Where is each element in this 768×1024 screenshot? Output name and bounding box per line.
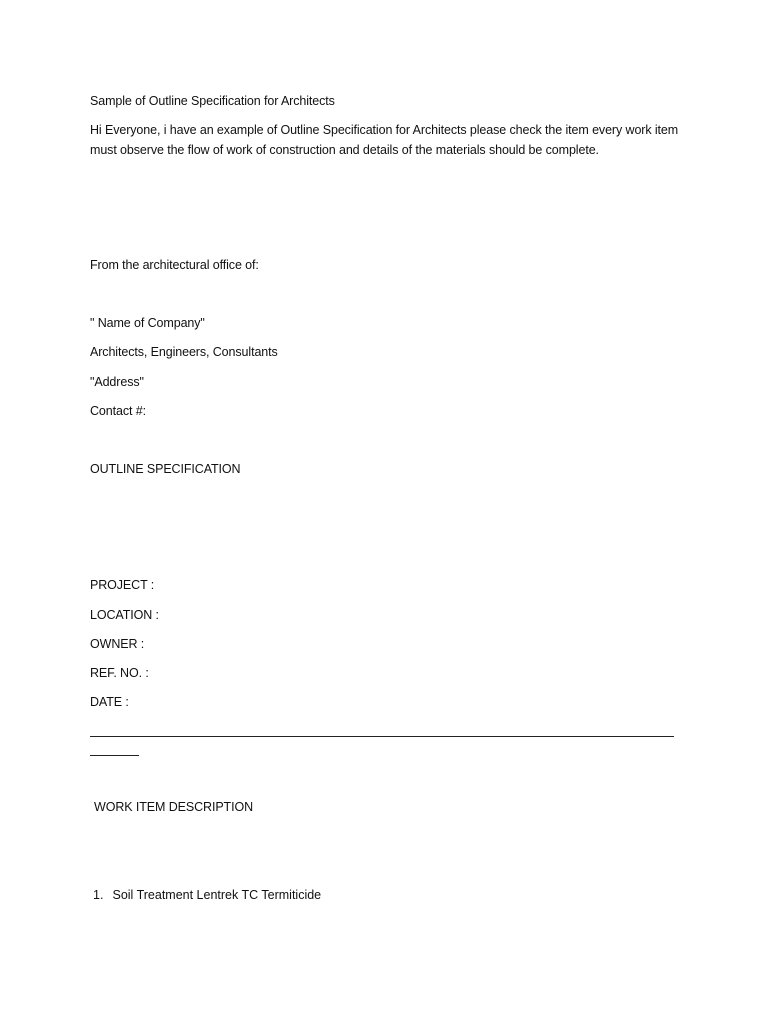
company-address: "Address": [90, 375, 144, 389]
ref-no-field: REF. NO. :: [90, 666, 149, 680]
spec-heading: OUTLINE SPECIFICATION: [90, 462, 241, 476]
company-name: " Name of Company": [90, 316, 205, 330]
separator-line: [90, 736, 674, 737]
from-label: From the architectural office of:: [90, 258, 259, 272]
location-field: LOCATION :: [90, 608, 159, 622]
intro-paragraph: Hi Everyone, i have an example of Outline Specification for Architects please check the item every work item must observe the flow of work of construction and details of the materials should be complete.: [90, 123, 679, 157]
separator-line-continued: [90, 755, 139, 756]
document-title: Sample of Outline Specification for Architects: [90, 94, 335, 108]
list-item: [93, 886, 321, 904]
owner-field: OWNER :: [90, 637, 145, 651]
contact-label: Contact #:: [90, 404, 146, 418]
company-tagline: Architects, Engineers, Consultants: [90, 345, 278, 359]
list-item-label: Soil Treatment Lentrek TC Termiticide: [112, 888, 322, 902]
project-field: PROJECT :: [90, 578, 155, 592]
work-item-heading: WORK ITEM DESCRIPTION: [94, 800, 254, 814]
list-item-number: 1.: [93, 888, 104, 902]
date-field: DATE :: [90, 695, 129, 709]
